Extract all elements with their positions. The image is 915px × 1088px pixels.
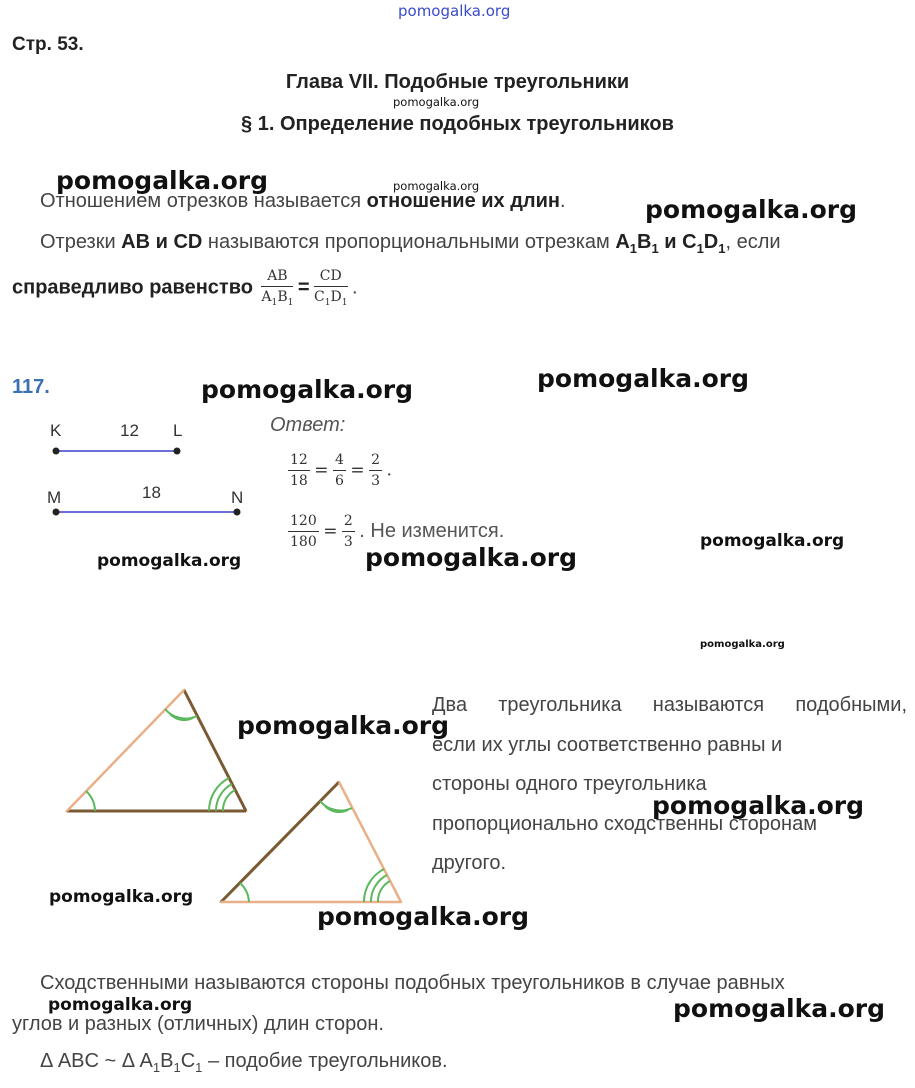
watermark: pomogalka.org bbox=[97, 551, 242, 571]
watermark: pomogalka.org bbox=[652, 791, 865, 820]
section-title: § 1. Определение подобных треугольников bbox=[241, 113, 674, 135]
watermark: pomogalka.org bbox=[48, 995, 193, 1015]
point-m-label: M bbox=[47, 488, 62, 507]
watermark: pomogalka.org bbox=[49, 887, 194, 907]
segment-mn-length: 18 bbox=[142, 483, 161, 502]
watermark: pomogalka.org bbox=[537, 364, 750, 393]
watermark: pomogalka.org bbox=[237, 711, 450, 740]
fraction-cd: $\frac{CD}{C_1D_1}$ bbox=[314, 268, 348, 308]
corresponding-line-1: Сходственными называются стороны подобных треугольников в случае равных bbox=[40, 972, 785, 994]
ratio-calc-1: $\frac{12}{18}$ = $\frac{4}{6}$ = $\frac{2}{3}$ . bbox=[290, 452, 392, 489]
equality-row: справедливо равенство $\frac{AB}{A_1B_1}$ = $\frac{CD}{C_1D_1}$ . bbox=[12, 268, 358, 308]
point-k-label: K bbox=[50, 421, 62, 440]
similar-definition-line: другого. bbox=[432, 852, 507, 874]
watermark: pomogalka.org bbox=[201, 375, 414, 404]
triangle-large bbox=[67, 690, 246, 811]
watermark: pomogalka.org bbox=[365, 543, 578, 572]
triangles-figure bbox=[0, 0, 420, 920]
similarity-notation: Δ ABC ~ Δ $A_1B_1C_1$ – подобие треугольников. bbox=[40, 1050, 448, 1075]
equality-label: справедливо равенство bbox=[12, 276, 253, 299]
watermark: pomogalka.org bbox=[393, 95, 480, 109]
watermark: pomogalka.org bbox=[317, 902, 530, 931]
similar-definition-line: если их углы соответственно равны и bbox=[432, 733, 783, 756]
proportional-definition: Отрезки AB и CD называются пропорциональными отрезкам $A_1B_1$ и $C_1D_1$, если bbox=[40, 231, 781, 256]
ratio-definition: Отношением отрезков называется отношение их длин. bbox=[40, 190, 566, 212]
watermark: pomogalka.org bbox=[673, 994, 886, 1023]
fraction-ab: $\frac{AB}{A_1B_1}$ bbox=[261, 268, 294, 308]
watermark-top: pomogalka.org bbox=[398, 2, 511, 20]
watermark: pomogalka.org bbox=[645, 195, 858, 224]
segment-kl-length: 12 bbox=[120, 421, 139, 440]
similar-definition-line: стороны одного треугольника bbox=[432, 773, 707, 795]
similar-definition bbox=[432, 686, 907, 884]
answer-label: Ответ: bbox=[270, 414, 346, 436]
ratio-calc-2: $\frac{120}{180}$ = $\frac{2}{3}$ . Не изменится. bbox=[290, 513, 505, 550]
corresponding-line-2: углов и разных (отличных) длин сторон. bbox=[12, 1013, 384, 1035]
exercise-number: 117. bbox=[12, 376, 50, 398]
watermark: pomogalka.org bbox=[56, 166, 269, 195]
similar-definition-line: пропорционально сходственны сторонам bbox=[432, 812, 817, 835]
watermark: pomogalka.org bbox=[393, 179, 480, 193]
page-label: Стр. 53. bbox=[12, 34, 84, 55]
similar-definition-line: Два треугольника называются подобными, bbox=[432, 694, 907, 716]
point-l-label: L bbox=[173, 421, 183, 440]
watermark: pomogalka.org bbox=[700, 531, 845, 551]
chapter-title: Глава VII. Подобные треугольники bbox=[285, 71, 630, 93]
point-n-label: N bbox=[231, 488, 244, 507]
triangle-small bbox=[221, 782, 401, 902]
watermark: pomogalka.org bbox=[700, 639, 785, 650]
answer-result: . Не изменится. bbox=[359, 520, 505, 542]
